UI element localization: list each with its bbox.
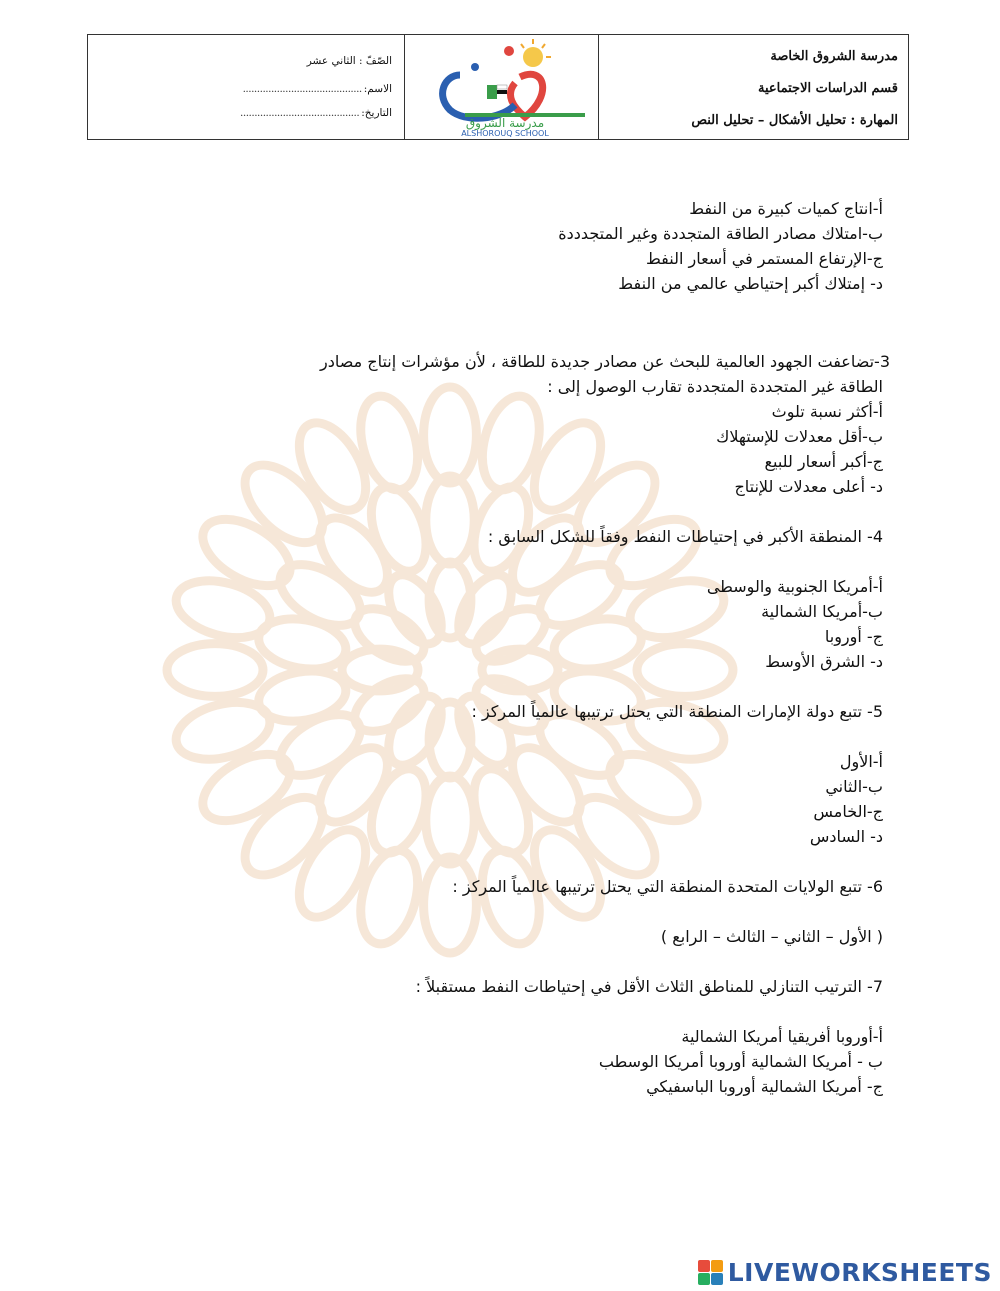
- q4-option-b[interactable]: ب-أمريكا الشمالية: [761, 602, 883, 621]
- badge-square: [711, 1273, 723, 1285]
- q4-option-d[interactable]: د- الشرق الأوسط: [765, 652, 883, 671]
- q6-question: 6- تتبع الولايات المتحدة المنطقة التي يحتل ترتيبها عالمياً المركز :: [452, 877, 883, 896]
- q5-option-b[interactable]: ب-الثاني: [825, 777, 883, 796]
- worksheet-content: [223, 196, 890, 1099]
- skill-title: المهارة : تحليل الأشكال – تحليل النص: [691, 113, 898, 128]
- logo-red-swoosh: [510, 74, 542, 117]
- q3-option-d[interactable]: د- أعلى معدلات للإنتاج: [734, 477, 883, 496]
- logo-arabic-text: مدرسة الشروق: [465, 116, 545, 130]
- badge-square: [698, 1260, 710, 1272]
- q4-option-a[interactable]: أ-أمريكا الجنوبية والوسطى: [706, 577, 883, 596]
- q2-option-c[interactable]: ج-الإرتفاع المستمر في أسعار النفط: [645, 249, 883, 268]
- q7-option-b[interactable]: ب - أمريكا الشمالية أوروبا أمريكا الوسطب: [598, 1052, 883, 1071]
- q7-option-c[interactable]: ج- أمريكا الشمالية أوروبا الباسفيكي: [646, 1077, 883, 1096]
- q5-question: 5- تتبع دولة الإمارات المنطقة التي يحتل ترتيبها عالمياً المركز :: [471, 702, 883, 721]
- q4-question: 4- المنطقة الأكبر في إحتياطات النفط وفقاً للشكل السابق :: [487, 527, 883, 546]
- liveworksheets-badge-icon: [698, 1260, 724, 1286]
- school-name: مدرسة الشروق الخاصة: [770, 49, 898, 64]
- name-field[interactable]: الاسم: ..........................................: [242, 83, 392, 95]
- q5-option-a[interactable]: أ-الأول: [839, 752, 883, 771]
- date-field[interactable]: التاريخ: ..........................................: [240, 107, 392, 119]
- q3-option-a[interactable]: أ-أكثر نسبة تلوث: [771, 402, 883, 421]
- q7-question: 7- الترتيب التنازلي للمناطق الثلاث الأقل في إحتياطات النفط مستقبلاً :: [415, 977, 883, 996]
- school-logo-cell: [405, 35, 599, 139]
- q6-choices[interactable]: ( الأول – الثاني – الثالث – الرابع ): [660, 927, 883, 946]
- worksheet-header: [87, 34, 909, 140]
- q3-question-line2: الطاقة غير المتجددة المتجددة تقارب الوصول إلى :: [547, 377, 883, 396]
- badge-square: [698, 1273, 710, 1285]
- sun-rays-icon: [521, 39, 551, 67]
- q4-option-c[interactable]: ج- أوروبا: [824, 627, 883, 646]
- q3-question-line1: 3-تضاعفت الجهود العالمية للبحث عن مصادر جديدة للطاقة ، لأن مؤشرات إنتاج مصادر: [320, 352, 890, 371]
- q2-option-b[interactable]: ب-امتلاك مصادر الطاقة المتجددة وغير المتجدددة: [558, 224, 883, 243]
- logo-english-text: ALSHOROUQ SCHOOL: [461, 129, 549, 138]
- q7-option-a[interactable]: أ-أوروبا أفريقيا أمريكا الشمالية: [681, 1027, 883, 1046]
- liveworksheets-logo: [698, 1258, 992, 1287]
- q2-option-d[interactable]: د- إمتلاك أكبر إحتياطي عالمي من النفط: [618, 274, 883, 293]
- grade-label: الصّفّ : الثاني عشر: [306, 55, 392, 67]
- q5-option-d[interactable]: د- السادس: [809, 827, 883, 846]
- liveworksheets-wordmark: LIVEWORKSHEETS: [727, 1258, 992, 1287]
- q3-option-b[interactable]: ب-أقل معدلات للإستهلاك: [716, 427, 883, 446]
- logo-blue-swoosh: [443, 75, 515, 118]
- department-name: قسم الدراسات الاجتماعية: [757, 81, 898, 96]
- q2-option-a[interactable]: أ-انتاج كميات كبيرة من النفط: [689, 199, 883, 218]
- q5-option-c[interactable]: ج-الخامس: [813, 802, 883, 821]
- school-logo: [405, 35, 599, 139]
- badge-square: [711, 1260, 723, 1272]
- school-info-cell: [599, 35, 908, 139]
- student-info-cell: [88, 35, 405, 139]
- q3-option-c[interactable]: ج-أكبر أسعار للبيع: [764, 452, 883, 471]
